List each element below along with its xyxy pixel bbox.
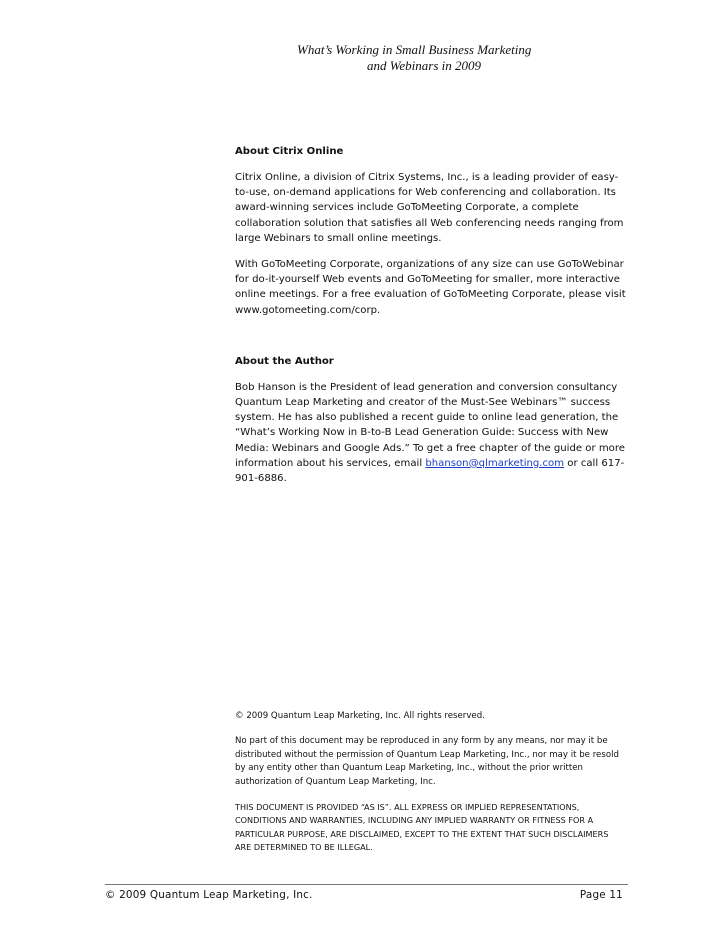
about-author-text: Bob Hanson is the President of lead generation and conversion consultancy Quantum Leap Marketing and creator of the Must-See Webinars™ success system. He has also published a recent guide to online lead generation, the “What’s Working Now in B-to-B Lead Generation Guide: Success with New Media: Webinars and Google Ads.” To get a free chapter of the guide or more information about his services, email bbox=[235, 381, 625, 469]
about-citrix-paragraph-2: With GoToMeeting Corporate, organizations of any size can use GoToWebinar for do-it-yourself Web events and GoToMeeting for smaller, more interactive online meetings. For a free evaluation of GoToMeeting Corporate, please visit www.gotomeeting.com/corp. bbox=[235, 259, 626, 316]
footer-divider bbox=[105, 884, 628, 885]
reproduction-notice: No part of this document may be reproduced in any form by any means, nor may it be distributed without the permission of Quantum Leap Marketing, Inc., nor may it be resold by any entity other than Quantum Leap Marketing, Inc., without the prior written authorization of Quantum Leap Marketing, Inc. bbox=[235, 735, 619, 788]
about-author-paragraph bbox=[235, 380, 627, 486]
about-author-phone-text: or call 617-901-6886. bbox=[235, 457, 625, 485]
about-citrix-heading: About Citrix Online bbox=[235, 146, 344, 157]
header-title-line-2: and Webinars in 2009 bbox=[367, 58, 481, 73]
about-author-heading: About the Author bbox=[235, 355, 334, 367]
page-number: Page 11 bbox=[579, 889, 623, 901]
main-content bbox=[235, 145, 627, 486]
about-citrix-paragraph-1: Citrix Online, a division of Citrix Systems, Inc., is a leading provider of easy-to-use, on-demand applications for Web conferencing and collaboration. Its award-winning services include GoToMeeting Corporate, a complete collaboration solution that satisfies all Web conferencing needs ranging from large Webinars to small online meetings. bbox=[235, 172, 624, 244]
copyright-notice: © 2009 Quantum Leap Marketing, Inc. All rights reserved. bbox=[235, 711, 485, 721]
legal-notice bbox=[235, 710, 627, 854]
disclaimer-notice: THIS DOCUMENT IS PROVIDED “AS IS”. ALL EXPRESS OR IMPLIED REPRESENTATIONS, CONDITIONS AND WARRANTIES, INCLUDING ANY IMPLIED WARRANTY OR FITNESS FOR A PARTICULAR PURPOSE, ARE DISCLAIMED, EXCEPT TO THE EXTENT THAT SUCH DISCLAIMERS ARE DETERMINED TO BE ILLEGAL. bbox=[235, 801, 609, 852]
author-email-link[interactable]: bhanson@qlmarketing.com bbox=[425, 457, 565, 469]
header-title-line-1: What’s Working in Small Business Marketing bbox=[297, 42, 532, 57]
footer-copyright: © 2009 Quantum Leap Marketing, Inc. bbox=[105, 889, 313, 901]
